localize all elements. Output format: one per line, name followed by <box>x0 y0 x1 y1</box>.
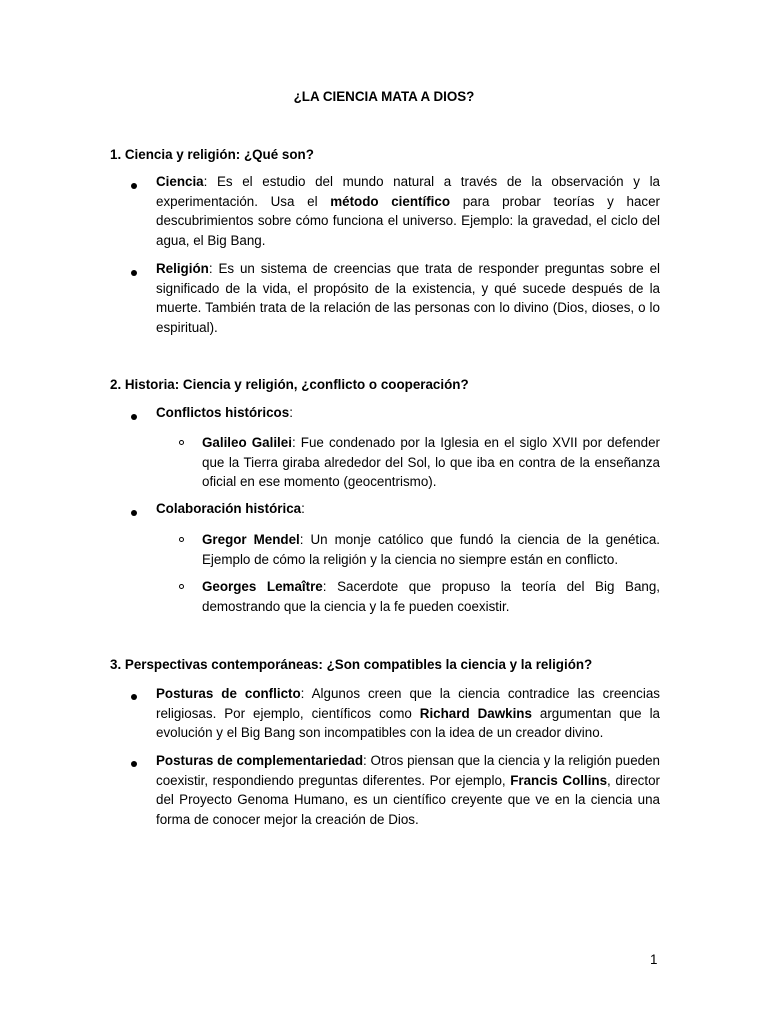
bullet-religion <box>156 259 660 337</box>
term-collins: Francis Collins <box>510 772 608 788</box>
term-conflictos-historicos: Conflictos históricos <box>156 405 290 420</box>
bullet-complementariedad <box>156 751 660 829</box>
term-colaboracion-historica: Colaboración histórica <box>156 501 302 516</box>
galileo-text: : Fue condenado por la Iglesia en el siglo XVII por defender que la Tierra giraba alrededor del Sol, lo que iba en contra de la enseñanza oficial en ese momento (geocentrismo). <box>202 435 660 489</box>
complementariedad-text-2: , director del Proyecto Genoma Humano, es un científico creyente que ve en la ciencia una forma de conocer mejor la creación de Dios. <box>156 772 660 827</box>
term-lemaitre: Georges Lemaître <box>202 579 323 594</box>
colon: : <box>301 501 305 516</box>
term-posturas-conflicto: Posturas de conflicto <box>156 686 301 701</box>
bullet-icon <box>131 694 137 700</box>
bullet-icon <box>131 183 137 189</box>
bullet-ciencia <box>156 172 660 250</box>
religion-text: : Es un sistema de creencias que trata de responder preguntas sobre el significado de la vida, el propósito de la existencia, y qué sucede después de la muerte. También trata de la relación de las personas con lo divino (Dios, dioses, o lo espiritual). <box>156 261 660 335</box>
colon: : <box>289 405 293 420</box>
bullet-icon <box>131 270 137 276</box>
section-1-heading: 1. Ciencia y religión: ¿Qué son? <box>110 147 314 162</box>
section-3-heading: 3. Perspectivas contemporáneas: ¿Son compatibles la ciencia y la religión? <box>110 657 593 672</box>
complementariedad-text-1: : Otros piensan que la ciencia y la religión pueden coexistir, respondiendo preguntas diferentes. Por ejemplo, <box>156 753 660 788</box>
sub-bullet-mendel <box>202 530 660 569</box>
term-mendel: Gregor Mendel <box>202 532 300 547</box>
bullet-posturas-conflicto <box>156 684 660 743</box>
sub-bullet-lemaitre <box>202 577 660 616</box>
term-posturas-complementariedad: Posturas de complementariedad <box>156 753 364 768</box>
conflicto-text-2: argumentan que la evolución y el Big Bang son incompatibles con la idea de un creador divino. <box>156 705 661 740</box>
sub-bullet-galileo <box>202 433 660 492</box>
sub-bullet-icon <box>179 537 184 542</box>
sub-bullet-icon <box>179 440 184 445</box>
conflicto-text-1: : Algunos creen que la ciencia contradice las creencias religiosas. Por ejemplo, científicos como <box>156 686 660 721</box>
lemaitre-text: : Sacerdote que propuso la teoría del Big Bang, demostrando que la ciencia y la fe pueden coexistir. <box>202 579 661 614</box>
bullet-icon <box>131 414 137 420</box>
ciencia-text-1: : Es el estudio del mundo natural a través de la observación y la experimentación. Usa el <box>156 174 660 209</box>
term-metodo-cientifico: método científico <box>330 193 451 209</box>
bullet-colaboracion <box>156 499 660 519</box>
mendel-text: : Un monje católico que fundó la ciencia de la genética. Ejemplo de cómo la religión y la ciencia no siempre están en conflicto. <box>202 532 660 567</box>
ciencia-text-2: para probar teorías y hacer descubrimientos sobre cómo funciona el universo. Ejemplo: la gravedad, el ciclo del agua, el Big Bang. <box>156 193 661 248</box>
bullet-icon <box>131 761 137 767</box>
bullet-icon <box>131 510 137 516</box>
document-title: ¿LA CIENCIA MATA A DIOS? <box>293 89 475 104</box>
bullet-conflictos <box>156 403 660 423</box>
term-religion: Religión <box>156 261 209 276</box>
page-number: 1 <box>650 952 658 967</box>
section-2-heading: 2. Historia: Ciencia y religión, ¿conflicto o cooperación? <box>110 377 469 392</box>
term-galileo: Galileo Galilei <box>202 435 292 450</box>
sub-bullet-icon <box>179 584 184 589</box>
term-ciencia: Ciencia <box>156 174 204 189</box>
term-dawkins: Richard Dawkins <box>419 705 532 721</box>
